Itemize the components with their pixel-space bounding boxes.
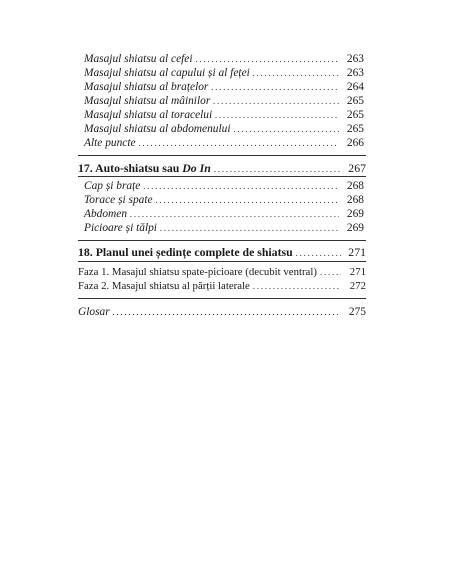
toc-entry-page: 265 (346, 109, 364, 121)
chapter-number: 17. (78, 161, 93, 175)
toc-chapter-title (78, 162, 211, 175)
toc-chapter-title (78, 246, 293, 259)
toc-entry (84, 180, 364, 193)
chapter-number: 18. (78, 245, 93, 259)
toc-entry-title: Picioare și tălpi (84, 222, 157, 234)
leader-dots (253, 280, 341, 293)
toc-chapter-page: 271 (348, 245, 366, 259)
toc-entry-page: 271 (349, 266, 366, 278)
toc-chapter (78, 246, 366, 260)
toc-entry (84, 81, 364, 94)
leader-dots (213, 95, 339, 108)
toc-chapter (78, 162, 366, 176)
leader-dots (156, 194, 339, 207)
toc-entry-title: Faza 2. Masajul shiatsu al părții laterale (78, 280, 250, 292)
toc-entry-page: 263 (346, 53, 364, 65)
toc-entry (84, 53, 364, 66)
toc-entry-page: 272 (349, 280, 366, 292)
toc-entry (78, 280, 366, 293)
leader-dots (139, 137, 339, 150)
leader-dots (296, 247, 341, 260)
leader-dots (160, 222, 339, 235)
toc-entry-title: Faza 1. Masajul shiatsu spate-picioare (decubit ventral) (78, 266, 317, 278)
toc-entry-title: Glosar (78, 306, 110, 318)
toc-entry-page: 268 (346, 180, 364, 192)
toc-entry (78, 266, 366, 279)
leader-dots (113, 306, 341, 319)
leader-dots (196, 53, 339, 66)
toc-entry-title: Masajul shiatsu al toracelui (84, 109, 213, 121)
leader-dots (143, 180, 339, 193)
chapter-title-text: Auto-shiatsu sau (95, 161, 183, 175)
toc-entry-title: Torace și spate (84, 194, 153, 206)
toc-entry-page: 269 (346, 222, 364, 234)
leader-dots (320, 266, 341, 279)
toc-entry-title: Alte puncte (84, 137, 136, 149)
toc-entry (84, 194, 364, 207)
toc-entry-page: 269 (346, 208, 364, 220)
toc-entry (84, 67, 364, 80)
leader-dots (215, 109, 339, 122)
toc-entry-page: 268 (346, 194, 364, 206)
toc-entry (84, 123, 364, 136)
leader-dots (211, 81, 339, 94)
leader-dots (214, 163, 341, 176)
toc-entry-page: 265 (346, 95, 364, 107)
toc-entry-page: 275 (348, 306, 366, 318)
toc-entry (84, 222, 364, 235)
toc-entry-title: Masajul shiatsu al abdomenului (84, 123, 231, 135)
toc-entry-page: 264 (346, 81, 364, 93)
leader-dots (130, 208, 339, 221)
toc-entry-page: 263 (346, 67, 364, 79)
toc-entry-title: Abdomen (84, 208, 128, 220)
toc-entry (84, 208, 364, 221)
section-divider (78, 261, 366, 262)
toc-entry-title: Masajul shiatsu al capului și al feței (84, 67, 250, 79)
toc-entry-title: Cap și brațe (84, 180, 141, 192)
toc-entry (84, 95, 364, 108)
toc-entry (84, 137, 364, 150)
leader-dots (253, 67, 339, 80)
section-divider (78, 176, 366, 177)
chapter-title-text: Planul unei ședințe complete de shiatsu (95, 245, 293, 259)
toc-entry-title: Masajul shiatsu al cefei (84, 53, 193, 65)
section-divider (78, 155, 366, 156)
toc-entry-title: Masajul shiatsu al brațelor (84, 81, 209, 93)
leader-dots (234, 123, 340, 136)
section-divider (78, 240, 366, 241)
section-divider (78, 298, 366, 299)
toc-entry-page: 265 (346, 123, 364, 135)
toc-entry (84, 109, 364, 122)
toc-entry-page: 266 (346, 137, 364, 149)
toc-entry-title: Masajul shiatsu al mâinilor (84, 95, 211, 107)
toc-chapter-page: 267 (348, 161, 366, 175)
toc-glosar (78, 306, 366, 319)
chapter-title-italic: Do In (182, 161, 211, 175)
